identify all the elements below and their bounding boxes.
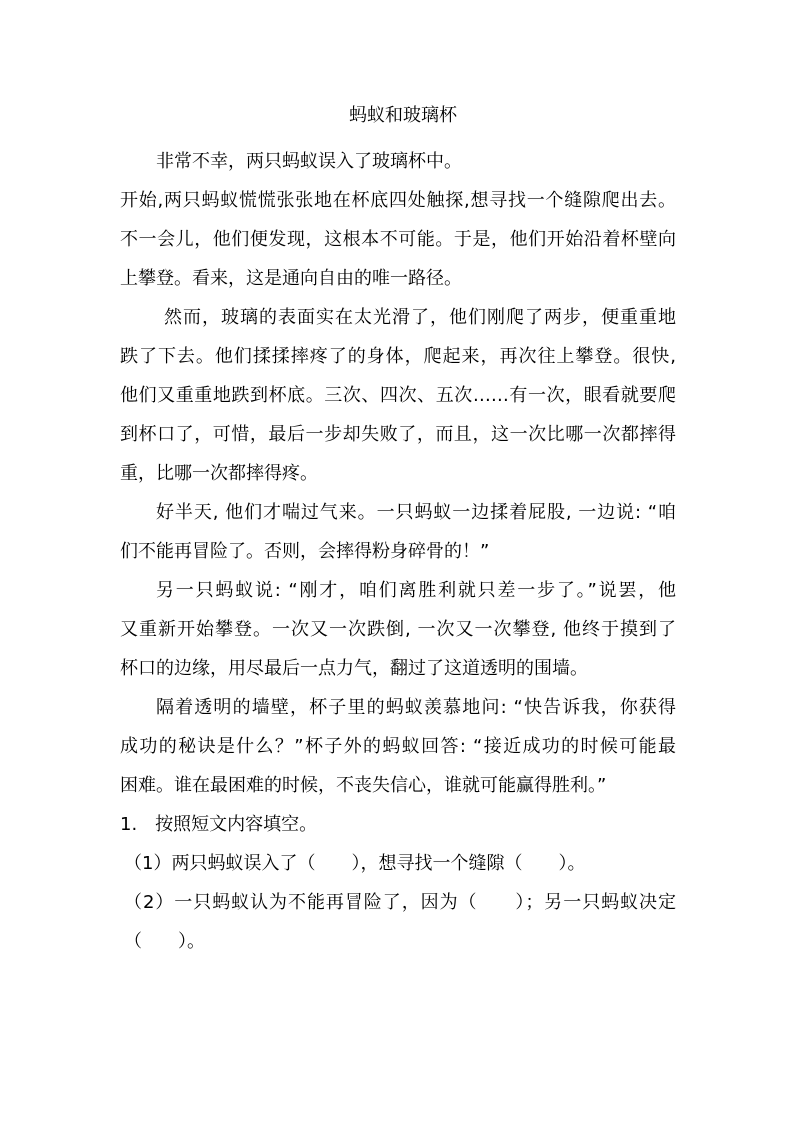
paragraph-line: 开始,两只蚂蚁慌慌张张地在杯底四处触探,想寻找一个缝隙爬出去。	[120, 190, 676, 211]
paragraph-line: 好半天, 他们才喘过气来。一只蚂蚁一边揉着屁股, 一边说: “咱	[156, 502, 676, 523]
paragraph-line: 隔着透明的墙壁，杯子里的蚂蚁羡慕地问: “快告诉我，你获得	[156, 697, 676, 718]
question-item: （1）两只蚂蚁误入了（ ），想寻找一个缝隙（ ）。	[124, 853, 586, 874]
paragraph-line: 成功的秘诀是什么？”杯子外的蚂蚁回答: “接近成功的时候可能最	[120, 736, 676, 757]
paragraph-line: 上攀登。看来，这是通向自由的唯一路径。	[120, 268, 462, 289]
paragraph-line: 非常不幸，两只蚂蚁误入了玻璃杯中。	[156, 151, 462, 172]
question-heading: 1. 按照短文内容填空。	[120, 814, 318, 835]
paragraph-line: 跌了下去。他们揉揉摔疼了的身体，爬起来，再次往上攀登。很快,	[120, 346, 676, 367]
paragraph-line: 困难。谁在最困难的时候，不丧失信心，谁就可能赢得胜利。”	[120, 775, 607, 796]
paragraph-line: 不一会儿，他们便发现，这根本不可能。于是，他们开始沿着杯壁向	[120, 229, 676, 250]
paragraph-line: 杯口的边缘，用尽最后一点力气，翻过了这道透明的围墙。	[120, 658, 588, 679]
paragraph-line: 们不能再冒险了。否则，会摔得粉身碎骨的！”	[120, 541, 490, 562]
paragraph-line: 又重新开始攀登。一次又一次跌倒, 一次又一次攀登, 他终于摸到了	[120, 619, 676, 640]
paragraph-line: 另一只蚂蚁说: “刚才，咱们离胜利就只差一步了。”说罢，他	[156, 580, 676, 601]
paragraph-line: 重，比哪一次都摔得疼。	[120, 463, 318, 484]
question-item: （2）一只蚂蚁认为不能再冒险了，因为（ ）；另一只蚂蚁决定	[124, 892, 676, 913]
question-item: （ ）。	[124, 931, 205, 952]
document-title: 蚂蚁和玻璃杯	[349, 105, 457, 126]
document-page	[120, 100, 676, 961]
paragraph-line: 他们又重重地跌到杯底。三次、四次、五次……有一次，眼看就要爬	[120, 385, 676, 406]
paragraph-line: 然而，玻璃的表面实在太光滑了，他们刚爬了两步，便重重地	[164, 307, 676, 328]
paragraph-line: 到杯口了，可惜，最后一步却失败了，而且，这一次比哪一次都摔得	[120, 424, 676, 445]
